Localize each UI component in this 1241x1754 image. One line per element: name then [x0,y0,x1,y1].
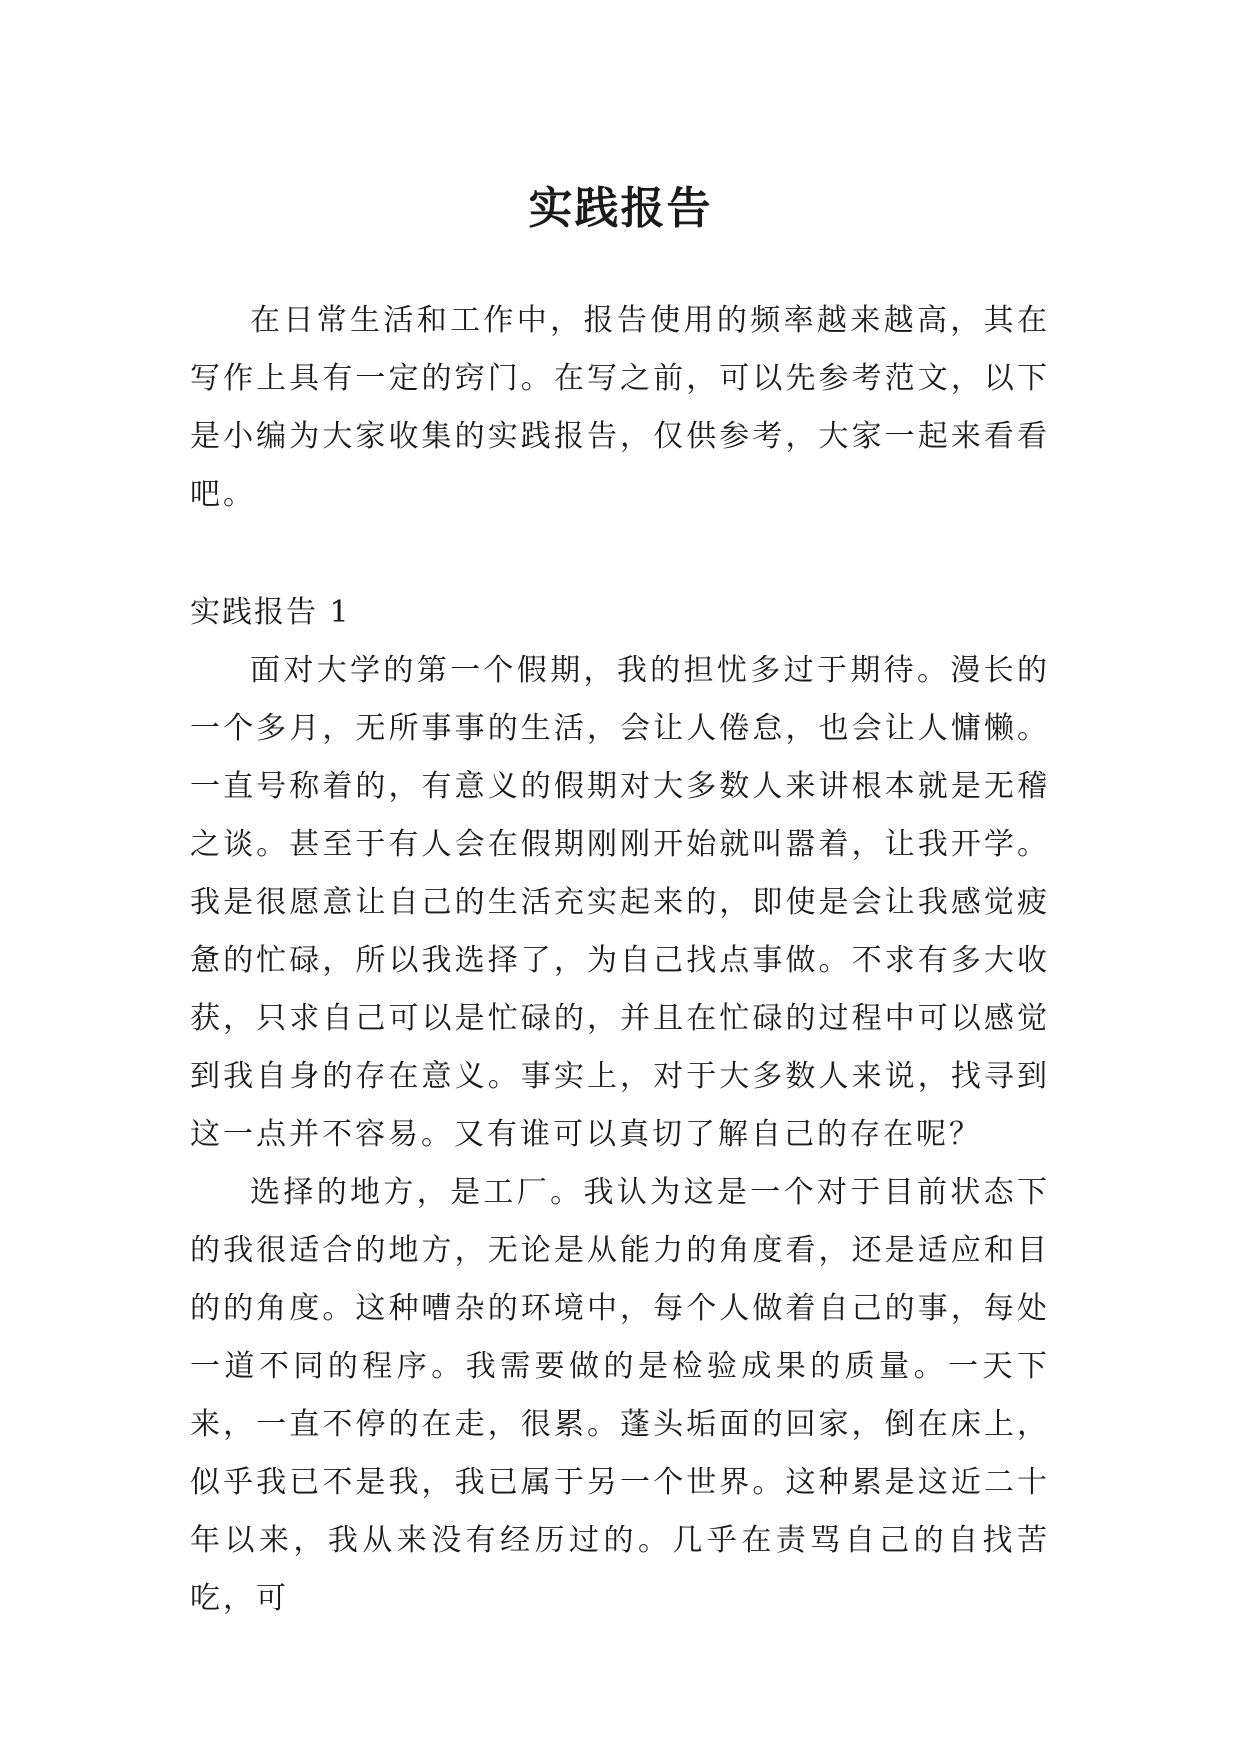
body-paragraph-1: 面对大学的第一个假期，我的担忧多过于期待。漫长的一个多月，无所事事的生活，会让人倦怠，也会让人慵懒。一直号称着的，有意义的假期对大多数人来讲根本就是无稽之谈。甚至于有人会在假期刚刚开始就叫嚣着，让我开学。我是很愿意让自己的生活充实起来的，即使是会让我感觉疲惫的忙碌，所以我选择了，为自己找点事做。不求有多大收获，只求自己可以是忙碌的，并且在忙碌的过程中可以感觉到我自身的存在意义。事实上，对于大多数人来说，找寻到这一点并不容易。又有谁可以真切了解自己的存在呢？ [190,653,1050,1152]
intro-paragraph: 在日常生活和工作中，报告使用的频率越来越高，其在写作上具有一定的窍门。在写之前，可以先参考范文，以下是小编为大家收集的实践报告，仅供参考，大家一起来看看吧。 [190,303,1050,512]
body-paragraph-2: 选择的地方，是工厂。我认为这是一个对于目前状态下的我很适合的地方，无论是从能力的角度看，还是适应和目的的角度。这种嘈杂的环境中，每个人做着自己的事，每处一道不同的程序。我需要做的是检验成果的质量。一天下来，一直不停的在走，很累。蓬头垢面的回家，倒在床上，似乎我已不是我，我已属于另一个世界。这种累是这近二十年以来，我从来没有经历过的。几乎在责骂自己的自找苦吃，可 [190,1175,1050,1616]
document-title: 实践报告 [528,183,713,235]
section-heading: 实践报告 1 [190,595,351,630]
intro-block [190,292,1050,524]
report-section [190,584,1050,1628]
